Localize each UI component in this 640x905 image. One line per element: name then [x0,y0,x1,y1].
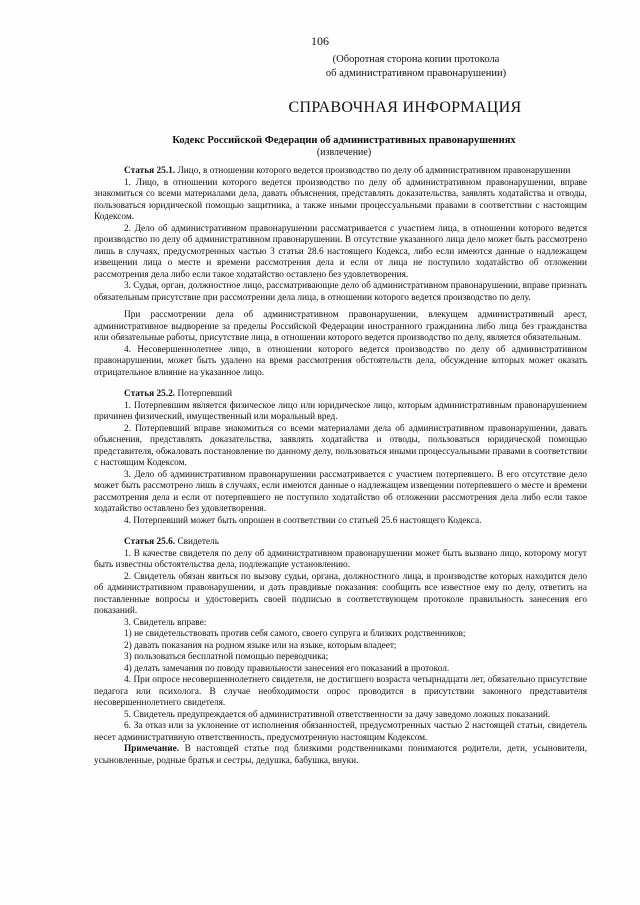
article-25-2-label: Статья 25.2. [124,389,176,399]
article-25-6-item-4: 4) делать замечания по поводу правильности занесения его показаний в протокол. [124,663,450,674]
article-25-6-title: Свидетель [175,537,219,547]
article-25-1-part-3-cont: При рассмотрении дела об административном правонарушении, влекущем административный арест, административное выдворение за пределы Российской Федерации иностранного гражданина либо лица без гражданства или обязательные работы, присутствие лица, в отношении которого ведется производство по делу, является обязательным. [94,310,587,343]
article-25-1-part-1: 1. Лицо, в отношении которого ведется производство по делу об административном правонарушении, вправе знакомиться со всеми материалами дела, давать объяснения, представлять доказательства, заявлять ходатайства и отводы, пользоваться юридической помощью защитника, а также иными процессуальными правами в соответствии с настоящим Кодексом. [94,177,587,222]
article-25-1-title: Лицо, в отношении которого ведется производство по делу об административном правонарушении [175,166,571,176]
article-25-6-part-1: 1. В качестве свидетеля по делу об административном правонарушении может быть вызвано лицо, которому могут быть известны обстоятельства дела, подлежащие установлению. [94,548,587,570]
article-25-2-part-3: 3. Дело об административном правонарушении рассматривается с участием потерпевшего. В его отсутствие дело может быть рассмотрено лишь в случаях, если имеются данные о надлежащем извещении потерпевшего о месте и времени рассмотрения дела и если от потерпевшего не поступило ходатайство об отложении рассмотрения дела либо если такое ходатайство оставлено без удовлетворения. [94,469,587,514]
page-number: 106 [311,34,329,48]
code-title: Кодекс Российской Федерации об административных правонарушениях [172,135,516,146]
document-body [94,166,587,767]
article-25-1-heading [94,166,587,178]
article-25-6-part-4: 4. При опросе несовершеннолетнего свидетеля, не достигшего возраста четырнадцати лет, обязательно присутствие педагога или психолога. В случае необходимости опрос проводится в присутствии законного представителя несовершеннолетнего свидетеля. [94,675,587,708]
article-25-6-item-2: 2) давать показания на родном языке или на языке, которым владеет; [124,640,397,651]
code-subtitle: (извлечение) [316,147,372,158]
article-25-6-heading [94,537,587,549]
page-title: СПРАВОЧНАЯ ИНФОРМАЦИЯ [288,99,522,116]
article-25-2-part-1: 1. Потерпевшим является физическое лицо или юридическое лицо, которым административным правонарушением причинен физический, имущественный или моральный вред. [94,400,587,422]
header-note-line2: об административном правонарушении) [325,68,507,79]
note-label: Примечание. [124,744,180,754]
header-note-line1: (Оборотная сторона копии протокола [332,54,500,65]
article-25-2-part-4: 4. Потерпевший может быть опрошен в соответствии со статьей 25.6 настоящего Кодекса. [124,515,482,526]
article-25-6-note [94,744,587,767]
article-25-1-part-2: 2. Дело об административном правонарушении рассматривается с участием лица, в отношении которого ведется производство по делу об административном правонарушении. В отсутствие указанного лица дело может быть рассмотрено лишь в случаях, предусмотренных частью 3 статьи 28.6 настоящего Кодекса, либо если имеются данные о надлежащем извещении лица о месте и времени рассмотрения дела и если от лица не поступило ходатайство об отложении рассмотрения дела либо если такое ходатайство оставлено без удовлетворения. [94,223,587,280]
article-25-6-item-3: 3) пользоваться бесплатной помощью переводчика; [124,652,329,662]
article-25-2-title: Потерпевший [175,389,233,399]
article-25-6-part-6: 6. За отказ или за уклонение от исполнения обязанностей, предусмотренных частью 2 настоящей статьи, свидетель несет административную ответственность, предусмотренную настоящим Кодексом. [94,721,587,743]
article-25-1-part-4: 4. Несовершеннолетнее лицо, в отношении которого ведется производство по делу об административном правонарушении, может быть удалено на время рассмотрения обстоятельств дела, обсуждение которых может оказать отрицательное влияние на указанное лицо. [94,344,587,378]
article-25-1-part-3: 3. Судья, орган, должностное лицо, рассматривающие дело об административном правонарушении, вправе признать обязательным присутствие при рассмотрении дела лица, в отношении которого ведется производство по делу. [94,281,587,303]
article-25-6-item-1: 1) не свидетельствовать против себя самого, своего супруга и близких родственников; [124,629,466,639]
note-text: В настоящей статье под близкими родственниками понимаются родители, дети, усыновители, усыновленные, родные братья и сестры, дедушка, бабушка, внуки. [94,744,587,766]
article-25-2-part-2: 2. Потерпевший вправе знакомиться со всеми материалами дела об административном правонарушении, давать объяснения, представлять доказательства, заявлять ходатайства и отводы, пользоваться юридической помощью представителя, обжаловать постановление по данному делу, пользоваться иными процессуальными правами в соответствии с настоящим Кодексом. [94,423,587,468]
header-note [266,53,566,81]
article-25-6-part-5: 5. Свидетель предупреждается об административной ответственности за дачу заведомо ложных показаний. [124,709,551,720]
article-25-6-label: Статья 25.6. [124,537,176,547]
article-25-6-part-3: 3. Свидетель вправе: [124,617,207,628]
article-25-2-heading [94,389,587,401]
article-25-1-label: Статья 25.1. [124,166,176,176]
article-25-6-part-2: 2. Свидетель обязан явиться по вызову судьи, органа, должностного лица, в производстве которых находится дело об административном правонарушении, и дать правдивые показания: сообщить все известное ему по делу, ответить на поставленные вопросы и удостоверить своей подписью в соответствующем протоколе правильность занесения его показаний. [94,571,587,616]
